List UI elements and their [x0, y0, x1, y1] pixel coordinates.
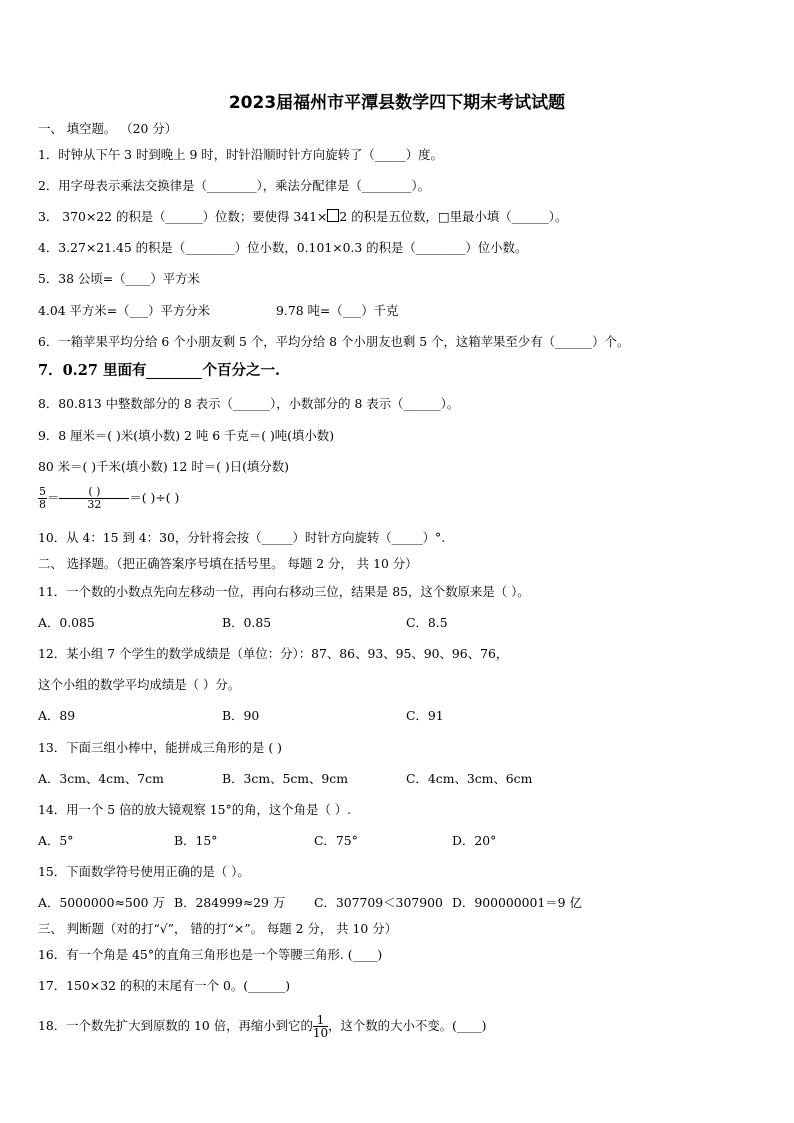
question-5a: 5．38 公顷=（____）平方米 — [38, 271, 200, 286]
option-c: C．307709＜307900 — [314, 895, 443, 910]
question-12a: 12．某小组 7 个学生的数学成绩是（单位：分）：87、86、93、95、90、96、76， — [38, 646, 509, 661]
fraction-numerator: 5 — [39, 485, 46, 498]
question-11: 11．一个数的小数点先向左移动一位，再向右移动三位，结果是 85，这个数原来是（ ）。 — [38, 584, 530, 599]
option-b: B．15° — [174, 833, 218, 848]
question-12b: 这个小组的数学平均成绩是（ ）分。 — [38, 677, 241, 692]
question-7 — [38, 363, 280, 379]
fraction-1-10 — [313, 1014, 328, 1039]
question-17: 17．150×32 的积的末尾有一个 0。(______) — [38, 978, 291, 993]
option-a: A．0.085 — [38, 615, 95, 630]
fraction-denominator: 32 — [87, 498, 102, 511]
option-a: A．3cm、4cm、7cm — [38, 771, 164, 786]
answer-blank — [146, 365, 202, 379]
option-b: B．90 — [222, 708, 260, 723]
question-7-part-b: 个百分之一. — [202, 362, 281, 379]
question-6: 6．一箱苹果平均分给 6 个小朋友剩 5 个，平均分给 8 个小朋友也剩 5 个，这箱苹果至少有（______）个。 — [38, 334, 630, 349]
question-16: 16．有一个角是 45°的直角三角形也是一个等腰三角形. (____) — [38, 947, 383, 962]
option-a: A．5° — [38, 833, 74, 848]
option-d: D．20° — [452, 833, 497, 848]
question-5b: 4.04 平方米=（___）平方分米 — [38, 303, 211, 318]
question-10: 10．从 4：15 到 4：30，分针将会按（_____）时针方向旋转（_____）°. — [38, 530, 446, 545]
question-3 — [38, 209, 567, 225]
question-9b: 80 米＝( )千米(填小数) 12 时＝( )日(填分数) — [38, 459, 289, 474]
question-4: 4．3.27×21.45 的积是（________）位小数，0.101×0.3 的积是（________）位小数。 — [38, 240, 528, 255]
section-choice: 二、 选择题。（把正确答案序号填在括号里。 每题 2 分， 共 10 分） — [38, 556, 418, 571]
square-box-icon — [327, 209, 339, 222]
option-b: B．0.85 — [222, 615, 272, 630]
option-a: A．5000000≈500 万 — [38, 895, 165, 910]
option-c: C．75° — [314, 833, 358, 848]
option-d: D．900000001＝9 亿 — [452, 895, 582, 910]
section-true-false: 三、 判断题（对的打“√”， 错的打“×”。 每题 2 分， 共 10 分） — [38, 921, 397, 936]
fraction-numerator: ( ) — [59, 486, 129, 499]
section-fill-in: 一、 填空题。 （20 分） — [38, 121, 178, 136]
fraction-denominator: 10 — [312, 1026, 329, 1040]
question-2: 2．用字母表示乘法交换律是（________），乘法分配律是（________）。 — [38, 178, 430, 193]
question-3-part-a: 3． 370×22 的积是（______）位数；要使得 341× — [38, 209, 328, 224]
option-b: B．3cm、5cm、9cm — [222, 771, 348, 786]
option-c: C．4cm、3cm、6cm — [406, 771, 533, 786]
option-c: C．8.5 — [406, 615, 448, 630]
question-3-part-b: 2 的积是五位数，□里最小填（______）。 — [339, 209, 568, 224]
question-18 — [38, 1014, 486, 1039]
fraction-5-8 — [38, 486, 47, 511]
question-9c: $\frac{5}{8}$ ＝ $\frac{( )}{32}$ ＝( )÷( ) — [39, 485, 180, 511]
question-8: 8．80.813 中整数部分的 8 表示（______），小数部分的 8 表示（______）。 — [38, 396, 460, 411]
option-c: C．91 — [406, 708, 444, 723]
question-15: 15．下面数学符号使用正确的是（ ）。 — [38, 864, 250, 879]
question-18-part-b: ，这个数的大小不变。(____) — [328, 1018, 487, 1033]
option-a: A．89 — [38, 708, 76, 723]
fraction-denominator: 8 — [39, 498, 46, 511]
question-7-part-a: 7．0.27 里面有 — [38, 362, 147, 379]
question-1: 1．时钟从下午 3 时到晚上 9 时，时针沿顺时针方向旋转了（_____）度。 — [38, 147, 443, 162]
fraction-blank-32 — [59, 486, 129, 511]
question-5c: 9.78 吨=（___）千克 — [276, 303, 399, 318]
fraction-numerator: 1 — [313, 1014, 328, 1027]
option-b: B．284999≈29 万 — [174, 895, 286, 910]
question-14: 14．用一个 5 倍的放大镜观察 15°的角，这个角是（ ）. — [38, 802, 352, 817]
page-title: 2023届福州市平潭县数学四下期末考试试题 — [228, 93, 566, 113]
question-9a: 9．8 厘米＝( )米(填小数) 2 吨 6 千克＝( )吨(填小数) — [38, 428, 335, 443]
question-18-part-a: 18．一个数先扩大到原数的 10 倍，再缩小到它的 — [38, 1018, 313, 1033]
question-9c-rest: ＝( )÷( ) — [129, 490, 180, 505]
question-13: 13．下面三组小棒中，能拼成三角形的是 ( ) — [38, 740, 282, 755]
